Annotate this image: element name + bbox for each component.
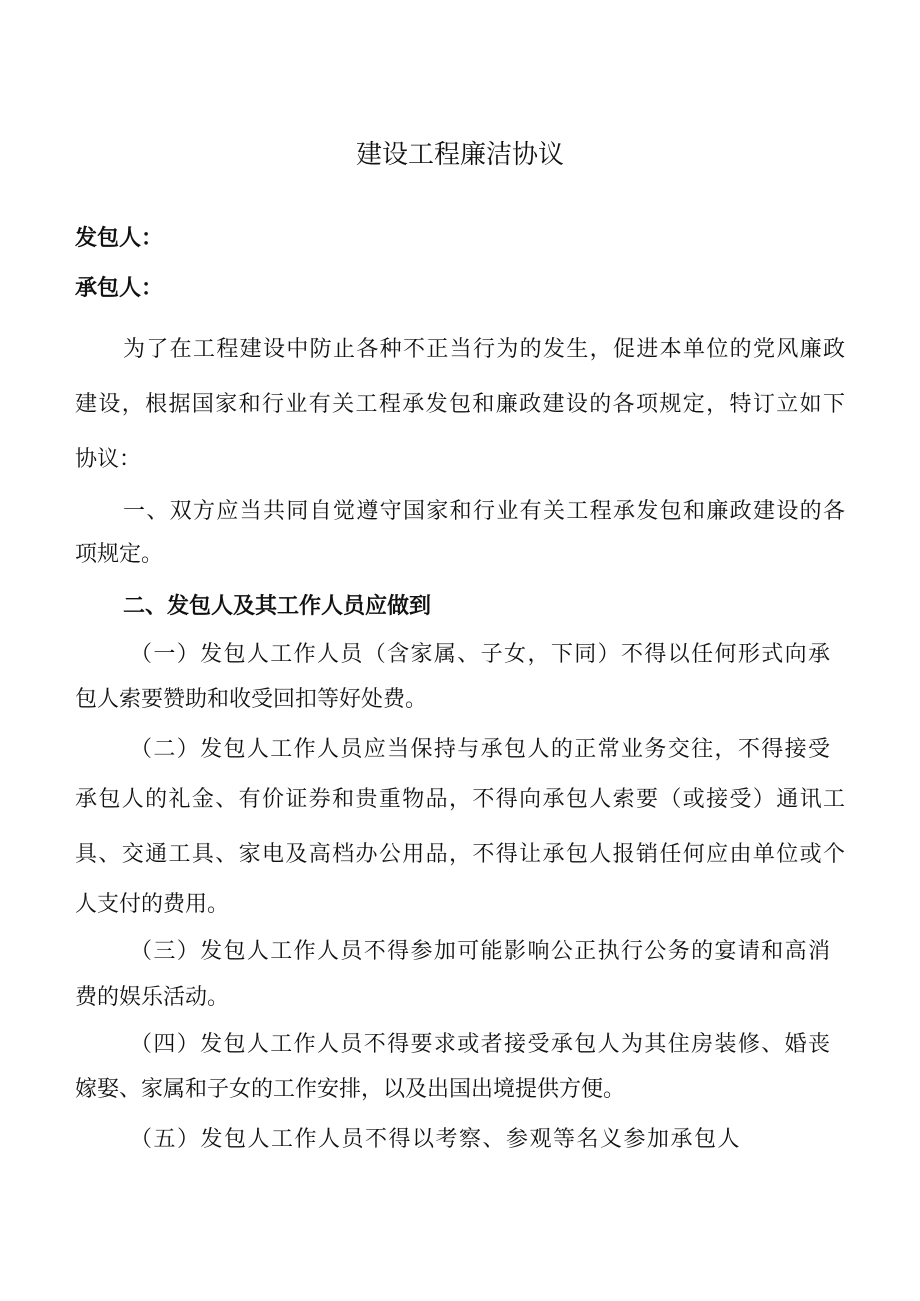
- text-line: （三）发包人工作人员不得参加可能影响公正执行公务的宴请和高消: [130, 939, 830, 964]
- contractor-label: 承包人：: [75, 275, 164, 301]
- text-line: 一、双方应当共同自觉遵守国家和行业有关工程承发包和廉政建设的各: [123, 499, 845, 524]
- text-line: 协议：: [75, 447, 142, 472]
- text-line: （五）发包人工作人员不得以考察、参观等名义参加承包人: [130, 1127, 742, 1152]
- text-line: 具、交通工具、家电及高档办公用品，不得让承包人报销任何应由单位或个: [75, 842, 845, 867]
- text-line: 项规定。: [75, 542, 164, 567]
- text-line: 人支付的费用。: [75, 892, 230, 917]
- text-line: 承包人的礼金、有价证券和贵重物品，不得向承包人索要（或接受）通讯工: [75, 787, 845, 812]
- text-line: 费的娱乐活动。: [75, 985, 230, 1010]
- text-line: （四）发包人工作人员不得要求或者接受承包人为其住房装修、婚丧: [130, 1032, 830, 1057]
- text-line: （一）发包人工作人员（含家属、子女，下同）不得以任何形式向承: [130, 642, 830, 667]
- text-line: 建设，根据国家和行业有关工程承发包和廉政建设的各项规定，特订立如下: [75, 392, 845, 417]
- text-line: 为了在工程建设中防止各种不正当行为的发生，促进本单位的党风廉政: [123, 337, 845, 362]
- clause-heading: 二、发包人及其工作人员应做到: [123, 593, 432, 619]
- text-line: 包人索要赞助和收受回扣等好处费。: [75, 687, 428, 712]
- document-title: 建设工程廉洁协议: [355, 140, 564, 170]
- text-line: （二）发包人工作人员应当保持与承包人的正常业务交往，不得接受: [130, 737, 830, 762]
- text-line: 嫁娶、家属和子女的工作安排，以及出国出境提供方便。: [75, 1077, 626, 1102]
- employer-label: 发包人：: [75, 225, 164, 251]
